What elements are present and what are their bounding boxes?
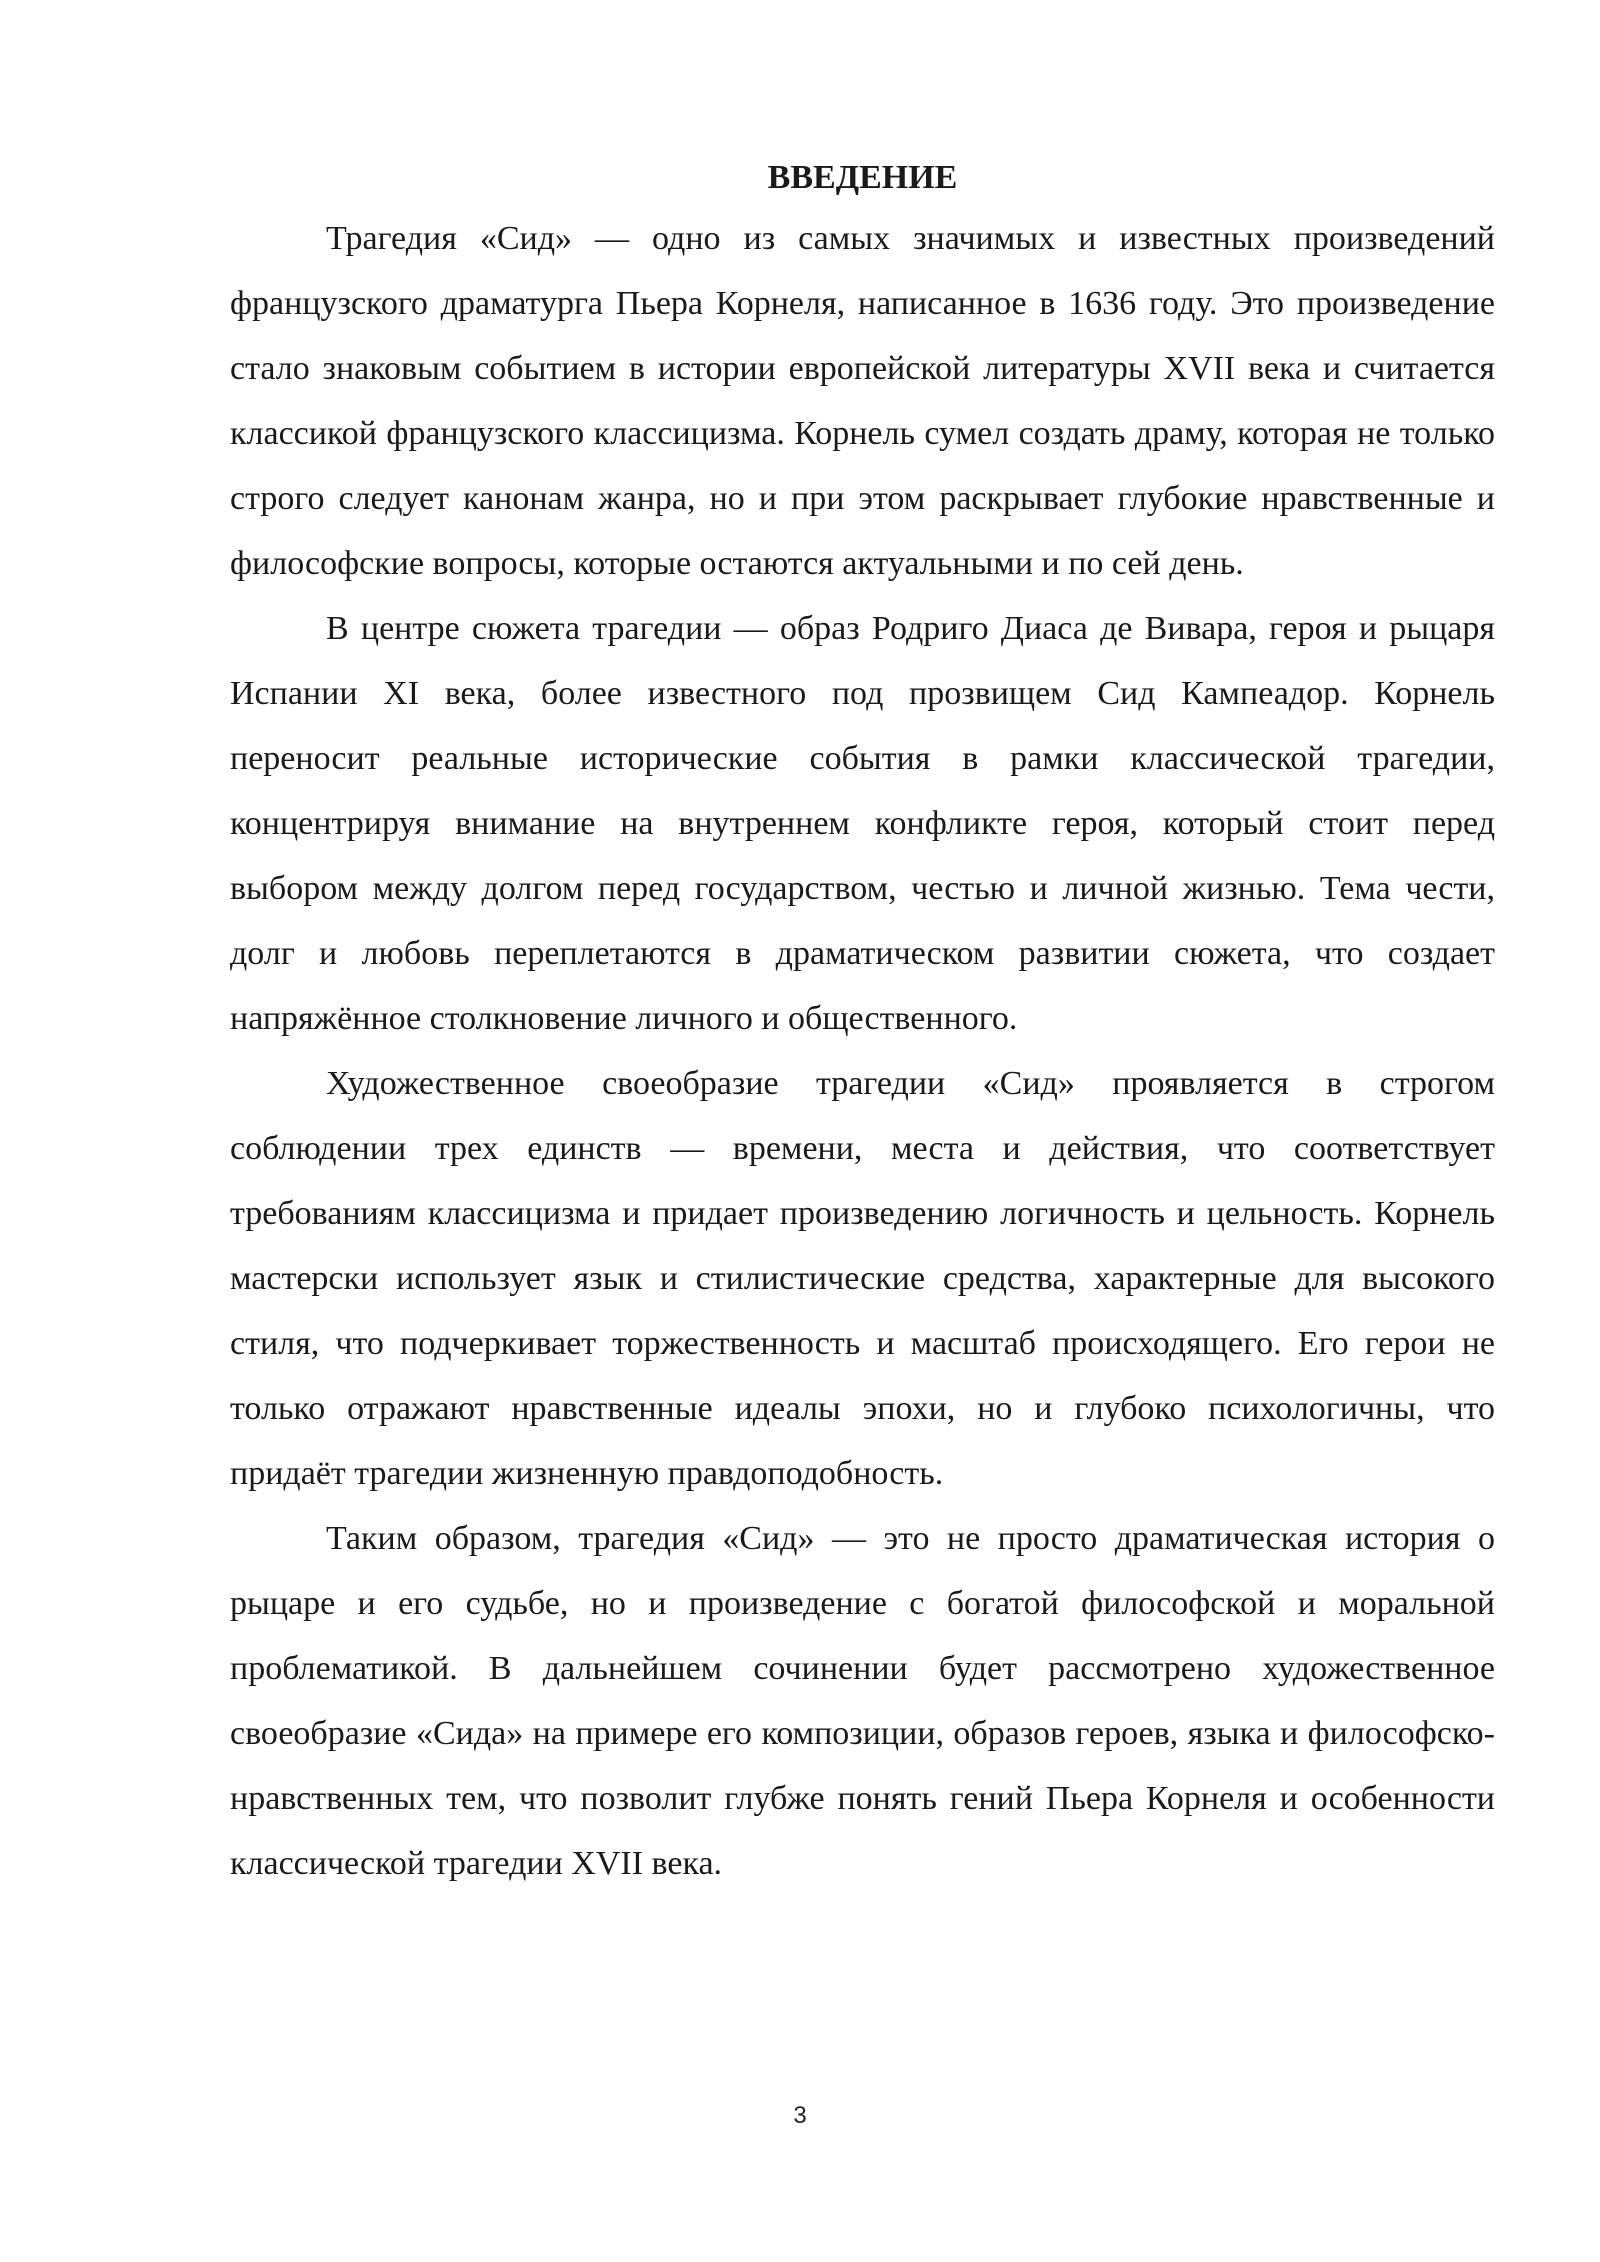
document-body [230, 150, 1495, 1896]
paragraph-4: Таким образом, трагедия «Сид» — это не просто драматическая история о рыцаре и его судьбе, но и произведение с богатой философской и моральной проблематикой. В дальнейшем сочинении будет рассмотрено художественное своеобразие «Сида» на примере его композиции, образов героев, языка и философско-нравственных тем, что позволит глубже понять гений Пьера Корнеля и особенности классической трагедии XVII века. [230, 1520, 1495, 1882]
paragraph-3: Художественное своеобразие трагедии «Сид» проявляется в строгом соблюдении трех единств — времени, места и действия, что соответствует требованиям классицизма и придает произведению логичность и цельность. Корнель мастерски использует язык и стилистические средства, характерные для высокого стиля, что подчеркивает торжественность и масштаб происходящего. Его герои не только отражают нравственные идеалы эпохи, но и глубоко психологичны, что придаёт трагедии жизненную правдоподобность. [230, 1065, 1495, 1492]
paragraph-1: Трагедия «Сид» — одно из самых значимых и известных произведений французского драматурга Пьера Корнеля, написанное в 1636 году. Это произведение стало знаковым событием в истории европейской литературы XVII века и считается классикой французского классицизма. Корнель сумел создать драму, которая не только строго следует канонам жанра, но и при этом раскрывает глубокие нравственные и философские вопросы, которые остаются актуальными и по сей день. [230, 220, 1495, 582]
page-number: 3 [793, 2102, 807, 2129]
section-heading: ВВЕДЕНИЕ [767, 159, 958, 196]
paragraph-2: В центре сюжета трагедии — образ Родриго Диаса де Вивара, героя и рыцаря Испании XI века, более известного под прозвищем Сид Кампеадор. Корнель переносит реальные исторические события в рамки классической трагедии, концентрируя внимание на внутреннем конфликте героя, который стоит перед выбором между долгом перед государством, честью и личной жизнью. Тема чести, долг и любовь переплетаются в драматическом развитии сюжета, что создает напряжённое столкновение личного и общественного. [230, 610, 1495, 1037]
